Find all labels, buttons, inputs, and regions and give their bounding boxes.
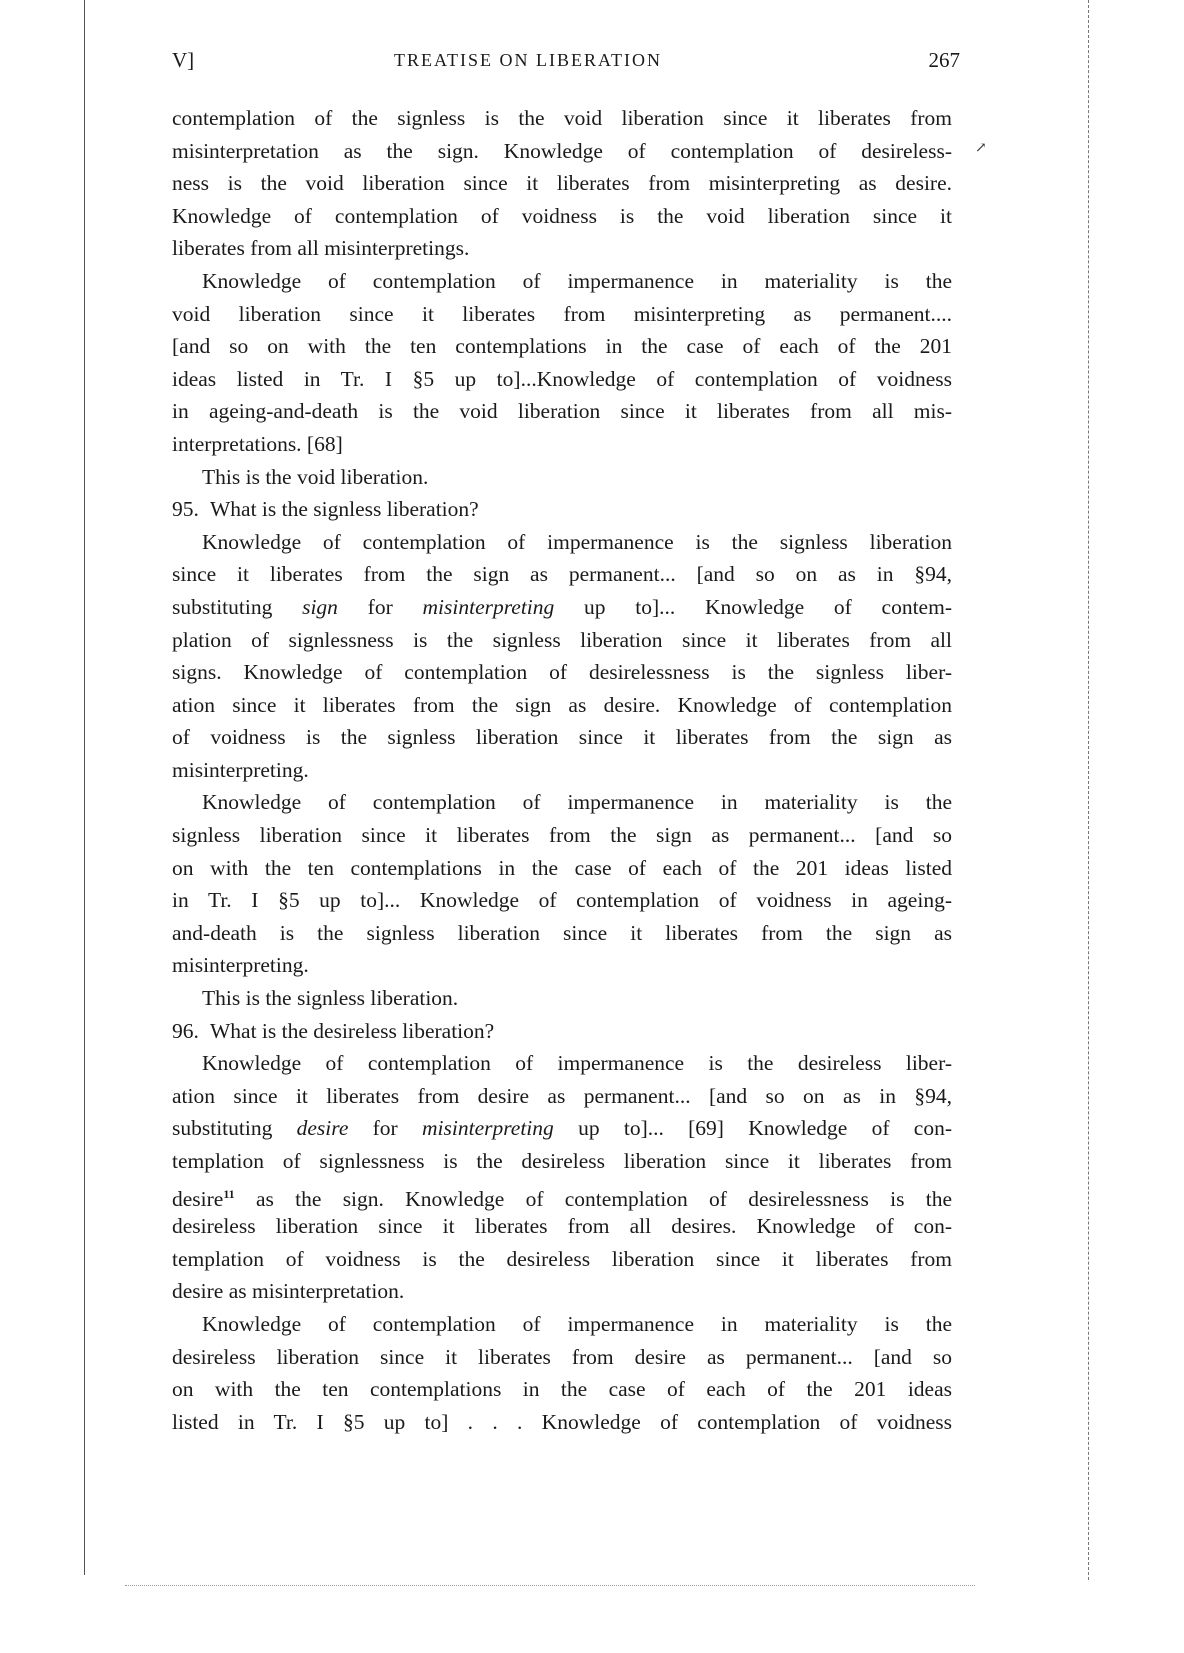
text-line (172, 526, 952, 559)
line-text: in Tr. I §5 up to]... Knowledge of contemplation of voidness in ageing- (172, 888, 952, 913)
text-line (172, 1145, 952, 1178)
text-line (172, 949, 952, 982)
line-text: in ageing-and-death is the void liberation since it liberates from all mis- (172, 399, 952, 424)
line-text: [and so on with the ten contemplations in the case of each of the 201 (172, 334, 952, 359)
line-text: Knowledge of contemplation of impermanence is the signless liberation (202, 529, 952, 554)
text-line (172, 754, 952, 787)
running-title: TREATISE ON LIBERATION (394, 50, 662, 70)
text-line (172, 721, 952, 754)
line-text: void liberation since it liberates from misinterpreting as permanent.... (172, 301, 952, 326)
line-text: Knowledge of contemplation of voidness is the void liberation since it (172, 203, 952, 228)
line-text: templation of signlessness is the desireless liberation since it liberates from (172, 1149, 952, 1173)
line-text: ation since it liberates from the sign as desire. Knowledge of contemplation (172, 692, 952, 717)
text-line (172, 786, 952, 819)
body-text (172, 102, 952, 1438)
text-line (172, 363, 952, 396)
line-text: listed in Tr. I §5 up to] . . . Knowledge of contemplation of voidness (172, 1409, 952, 1434)
italic-term: misinterpreting (422, 1116, 554, 1141)
text-line (172, 1406, 952, 1439)
text-line (172, 624, 952, 657)
text-line (172, 1243, 952, 1276)
line-text: signs. Knowledge of contemplation of desirelessness is the signless liber- (172, 660, 952, 685)
line-text: up to]... Knowledge of contem- (554, 594, 952, 619)
italic-term: misinterpreting (422, 594, 555, 619)
text-line (172, 1112, 952, 1145)
line-text: desireless liberation since it liberates from all desires. Knowledge of con- (172, 1214, 952, 1239)
text-line (172, 1210, 952, 1243)
text-line (172, 428, 952, 461)
text-line (172, 102, 952, 135)
line-text: ideas listed in Tr. I §5 up to]...Knowledge of contemplation of voidness (172, 366, 952, 391)
line-text: Knowledge of contemplation of impermanence in materiality is the (202, 268, 952, 293)
line-text: and-death is the signless liberation since it liberates from the sign as (172, 920, 952, 945)
text-line (172, 1373, 952, 1406)
line-text: for (337, 594, 423, 619)
line-text: desire as misinterpretation. (172, 1279, 405, 1304)
scan-right-border (1088, 0, 1089, 1580)
italic-term: sign (302, 594, 338, 619)
section-question (172, 1015, 952, 1048)
text-line (172, 1275, 952, 1308)
line-text: interpretations. [68] (172, 431, 343, 456)
text-line (172, 1308, 952, 1341)
scan-bottom-artifact (125, 1585, 975, 1586)
line-text: This is the signless liberation. (202, 986, 459, 1011)
text-line (172, 819, 952, 852)
italic-term: desire (296, 1116, 349, 1141)
question-text: What is the desireless liberation? (210, 1018, 495, 1043)
line-text: contemplation of the signless is the void liberation since it liberates from (172, 106, 952, 130)
section-question (172, 493, 952, 526)
text-line (172, 1080, 952, 1113)
line-text: for (348, 1116, 422, 1141)
text-line (172, 982, 952, 1015)
margin-mark: ↗ (975, 141, 987, 156)
section-number: 96. (172, 1018, 199, 1043)
line-text: on with the ten contemplations in the case of each of the 201 ideas (172, 1377, 952, 1402)
line-text: templation of voidness is the desireless liberation since it liberates from (172, 1246, 952, 1271)
text-line (172, 200, 952, 233)
line-text: substituting (172, 594, 303, 619)
line-text: Knowledge of contemplation of impermanence in materiality is the (202, 1311, 952, 1336)
line-text: on with the ten contemplations in the case of each of the 201 ideas listed (172, 855, 952, 880)
text-line (172, 232, 952, 265)
text-line (172, 558, 952, 591)
text-line (172, 298, 952, 331)
line-text: liberates from all misinterpretings. (172, 236, 470, 261)
line-text: substituting (172, 1116, 297, 1141)
line-text: since it liberates from the sign as permanent... [and so on as in §94, (172, 562, 952, 587)
running-header (172, 48, 960, 78)
line-text: This is the void liberation. (202, 464, 429, 489)
line-text: desireless liberation since it liberates from desire as permanent... [and so (172, 1344, 952, 1369)
line-text: misinterpreting. (172, 953, 309, 978)
text-line (172, 884, 952, 917)
text-line (172, 167, 952, 200)
line-text: ation since it liberates from desire as permanent... [and so on as in §94, (172, 1083, 952, 1108)
line-text: signless liberation since it liberates from the sign as permanent... [and so (172, 823, 952, 848)
line-text: of voidness is the signless liberation since it liberates from the sign as (172, 725, 952, 750)
text-line (172, 917, 952, 950)
text-line (172, 1341, 952, 1374)
page-number: 267 (928, 48, 960, 72)
line-text: Knowledge of contemplation of impermanence is the desireless liber- (202, 1051, 952, 1076)
text-line (172, 395, 952, 428)
text-line (172, 1178, 952, 1211)
text-line (172, 330, 952, 363)
text-line (172, 689, 952, 722)
text-line (172, 1047, 952, 1080)
line-text: desire (172, 1186, 224, 1211)
line-text: up to]... [69] Knowledge of con- (553, 1116, 952, 1141)
scan-left-border (84, 0, 85, 1575)
text-line (172, 461, 952, 494)
chapter-marker: V] (172, 48, 195, 72)
text-line (172, 265, 952, 298)
line-text: as the sign. Knowledge of contemplation of desirelessness is the (234, 1186, 952, 1211)
footnote-ref: 11 (223, 1186, 235, 1201)
line-text: Knowledge of contemplation of impermanence in materiality is the (202, 790, 952, 815)
text-line (172, 591, 952, 624)
section-number: 95. (172, 497, 199, 522)
line-text: misinterpreting. (172, 757, 309, 782)
line-text: misinterpretation as the sign. Knowledge of contemplation of desireless- (172, 138, 952, 163)
line-text: ness is the void liberation since it liberates from misinterpreting as desire. (172, 171, 952, 196)
line-text: plation of signlessness is the signless liberation since it liberates from all (172, 627, 952, 652)
question-text: What is the signless liberation? (210, 497, 479, 522)
text-line (172, 135, 952, 168)
text-line (172, 656, 952, 689)
text-line (172, 852, 952, 885)
